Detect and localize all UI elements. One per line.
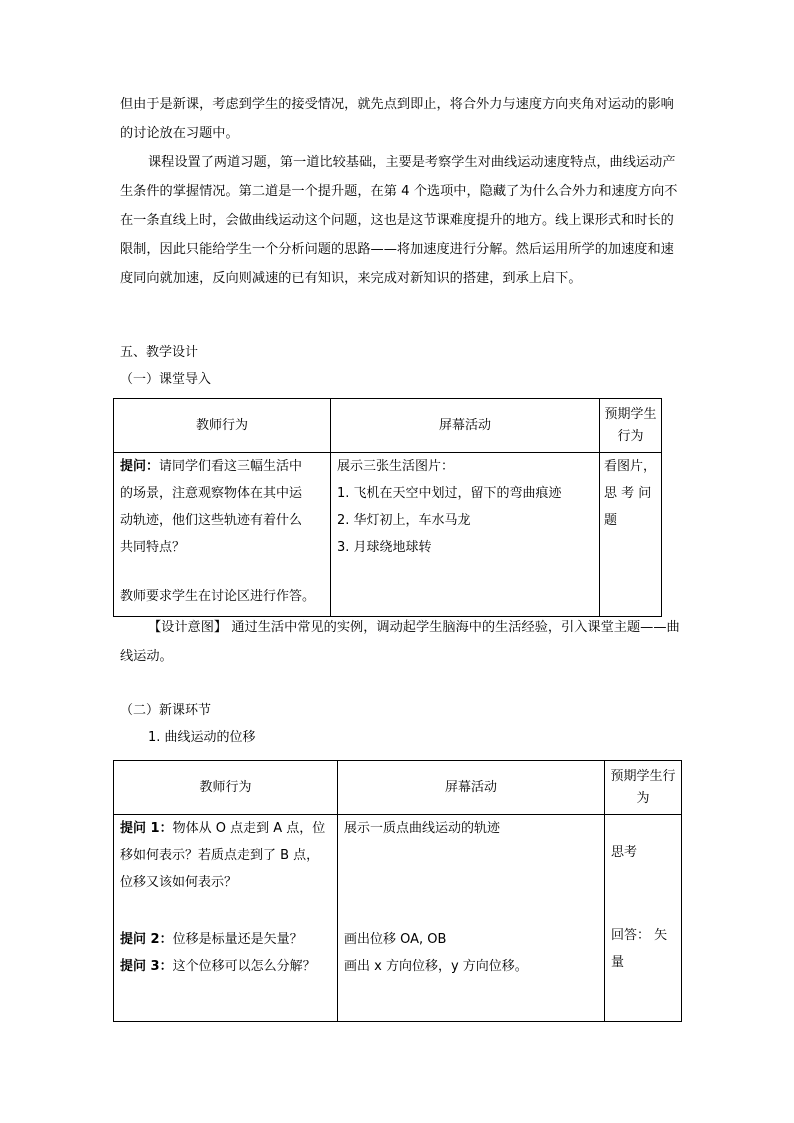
header-student: 预期学生行为 [605,761,682,815]
student-cell [605,815,682,1022]
teacher-note: 教师要求学生在讨论区进行作答。 [120,589,316,604]
teacher-text: 位移又该如何表示？ [120,875,238,890]
screen-list-item: 1. 飞机在天空中划过，留下的弯曲痕迹 [337,486,562,501]
question-label: 提问： [120,459,160,474]
screen-text: 画出 x 方向位移，y 方向位移。 [344,959,528,974]
part2-subtitle: 1. 曲线运动的位移 [148,730,256,745]
table-row [114,453,662,617]
student-text: 题 [604,513,618,528]
part2-table [113,760,682,1022]
screen-list-item: 3. 月球绕地球转 [337,540,432,555]
screen-cell [338,815,605,1022]
table-row [114,815,682,1022]
teacher-text: 请同学们看这三幅生活中 [159,459,303,474]
design-intent [120,613,680,671]
header-teacher: 教师行为 [114,399,331,453]
student-text: 思 考 问 [604,486,652,501]
teacher-text: 动轨迹，他们这些轨迹有着什么 [120,513,303,528]
header-screen: 屏幕活动 [338,761,605,815]
header-teacher: 教师行为 [114,761,338,815]
teacher-text: 共同特点？ [120,540,186,555]
part2-title: （二）新课环节 [120,703,212,718]
screen-text: 展示一质点曲线运动的轨迹 [344,821,501,836]
student-text: 量 [611,955,625,970]
teacher-text: 物体从 O 点走到 A 点，位 [172,821,326,836]
design-intent-label: 【设计意图】 [148,620,228,635]
table-header-row [114,761,682,815]
section-title: 五、教学设计 [120,345,199,360]
part1-table [113,398,662,617]
header-student: 预期学生行为 [600,399,662,453]
table-header-row [114,399,662,453]
student-text: 看图片， [604,459,657,474]
paragraph-2: 课程设置了两道习题，第一道比较基础，主要是考察学生对曲线运动速度特点，曲线运动产生条件的掌握情况。第二道是一个提升题，在第 4 个选项中，隐藏了为什么合外力和速度方向不在一条直线上时，会做曲线运动这个问题，这也是这节课难度提升的地方。线上课形式和时长的限制，因此只能给学生一个分析问题的思路——将加速度进行分解。然后运用所学的加速度和速度同向就加速，反向则减速的已有知识，来完成对新知识的搭建，到承上启下。 [120,155,678,286]
student-text: 思考 [611,845,638,860]
teacher-cell [114,453,331,617]
question-label: 提问 3： [120,959,173,974]
question-label: 提问 1： [120,821,173,836]
teacher-text: 移如何表示？若质点走到了 B 点， [120,848,320,863]
question-label: 提问 2： [120,932,173,947]
screen-cell [331,453,600,617]
teacher-text: 位移是标量还是矢量？ [172,932,303,947]
teacher-cell [114,815,338,1022]
paragraph-1: 但由于是新课，考虑到学生的接受情况，就先点到即止，将合外力与速度方向夹角对运动的影响的讨论放在习题中。 [120,97,674,141]
student-cell [600,453,662,617]
part1-title: （一）课堂导入 [120,372,212,387]
student-text: 回答： 矢 [611,928,668,943]
design-intent-text: 通过生活中常见的实例，调动起学生脑海中的生活经验，引入课堂主题——曲线运动。 [120,620,680,664]
header-screen: 屏幕活动 [331,399,600,453]
teacher-text: 这个位移可以怎么分解？ [172,959,316,974]
screen-list-item: 2. 华灯初上，车水马龙 [337,513,471,528]
screen-text: 展示三张生活图片： [337,459,455,474]
teacher-text: 的场景，注意观察物体在其中运 [120,486,303,501]
screen-text: 画出位移 OA, OB [344,932,447,947]
